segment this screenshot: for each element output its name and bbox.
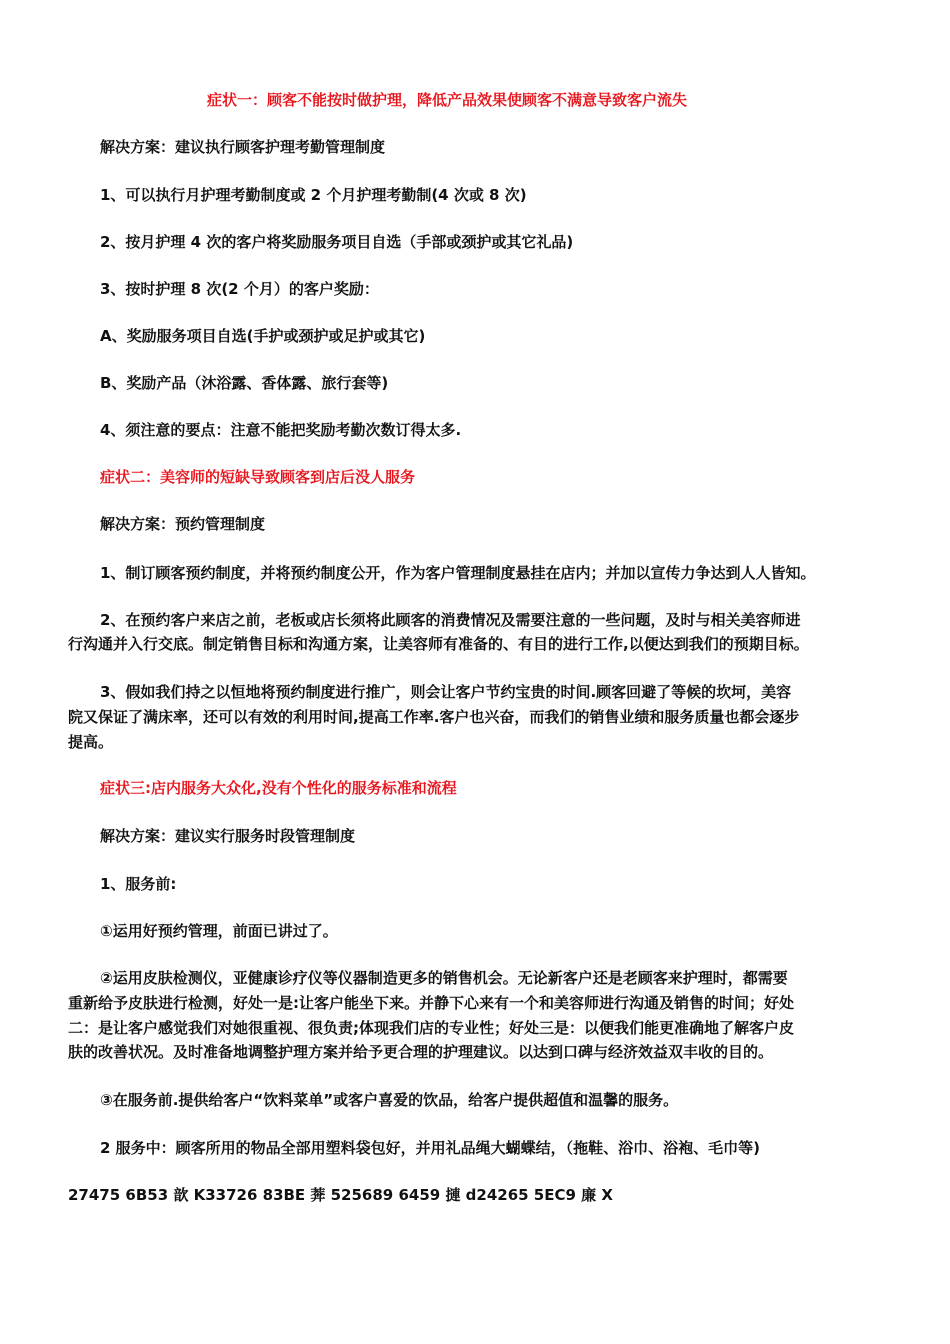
symptom-3-solution: 解决方案：建议实行服务时段管理制度 — [100, 827, 356, 845]
footer-code: 27475 6B53 歆 K33726 83BE 莾 525689 6459 摙 d24265 5EC9 廉 X — [68, 1186, 613, 1204]
symptom-1-heading: 症状一：顾客不能按时做护理，降低产品效果使顾客不满意导致客户流失 — [207, 91, 688, 109]
symptom-1-solution: 解决方案：建议执行顾客护理考勤管理制度 — [100, 138, 386, 156]
symptom-1-item-b: B、奖励产品（沐浴露、香体露、旅行套等) — [100, 374, 389, 392]
symptom-2-solution: 解决方案：预约管理制度 — [100, 515, 266, 533]
symptom-3-circle-1: ①运用好预约管理，前面已讲过了。 — [100, 922, 338, 940]
symptom-3-item-1: 1、服务前: — [100, 875, 177, 893]
symptom-1-item-4: 4、须注意的要点：注意不能把奖励考勤次数订得太多. — [100, 421, 462, 439]
symptom-3-circle-2-line-3: 二：是让客户感觉我们对她很重视、很负责;体现我们店的专业性；好处三是：以便我们能更准确地了解客户皮 — [68, 1019, 795, 1037]
symptom-3-circle-2-line-2: 重新给予皮肤进行检测，好处一是:让客户能坐下来。并静下心来有一个和美容师进行沟通及销售的时间；好处 — [68, 994, 795, 1012]
symptom-2-item-3-line-2: 院又保证了满床率，还可以有效的利用时间,提高工作率.客户也兴奋，而我们的销售业绩和服务质量也都会逐步 — [68, 708, 800, 726]
symptom-2-item-3-line-3: 提高。 — [68, 733, 114, 751]
symptom-1-item-1: 1、可以执行月护理考勤制度或 2 个月护理考勤制(4 次或 8 次) — [100, 186, 527, 204]
symptom-3-item-2: 2 服务中：顾客所用的物品全部用塑料袋包好，并用礼品绳大蝴蝶结，（拖鞋、浴巾、浴袍、毛巾等) — [100, 1139, 761, 1157]
symptom-1-item-a: A、奖励服务项目自选(手护或颈护或足护或其它) — [100, 327, 426, 345]
symptom-2-item-2-line-2: 行沟通并入行交底。制定销售目标和沟通方案，让美容师有准备的、有目的进行工作,以便达到我们的预期目标。 — [68, 635, 809, 653]
symptom-2-heading: 症状二：美容师的短缺导致顾客到店后没人服务 — [100, 468, 416, 486]
symptom-3-heading: 症状三:店内服务大众化,没有个性化的服务标准和流程 — [100, 779, 457, 797]
symptom-2-item-3-line-1: 3、假如我们持之以恒地将预约制度进行推广，则会让客户节约宝贵的时间.顾客回避了等候的坎坷，美容 — [100, 683, 792, 701]
symptom-1-item-3: 3、按时护理 8 次(2 个月）的客户奖励： — [100, 280, 379, 298]
symptom-3-circle-2-line-4: 肤的改善状况。及时准备地调整护理方案并给予更合理的护理建议。以达到口碑与经济效益双丰收的目的。 — [68, 1043, 774, 1061]
symptom-1-item-2: 2、按月护理 4 次的客户将奖励服务项目自选（手部或颈护或其它礼品) — [100, 233, 574, 251]
symptom-3-circle-3: ③在服务前.提供给客户“饮料菜单”或客户喜爱的饮品，给客户提供超值和温馨的服务。 — [100, 1091, 679, 1109]
symptom-3-circle-2-line-1: ②运用皮肤检测仪，亚健康诊疗仪等仪器制造更多的销售机会。无论新客户还是老顾客来护理时，都需要 — [100, 969, 788, 987]
symptom-2-item-2-line-1: 2、在预约客户来店之前，老板或店长须将此顾客的消费情况及需要注意的一些问题，及时与相关美容师进 — [100, 611, 801, 629]
symptom-2-item-1: 1、制订顾客预约制度，并将预约制度公开，作为客户管理制度悬挂在店内；并加以宣传力争达到人人皆知。 — [100, 564, 816, 582]
